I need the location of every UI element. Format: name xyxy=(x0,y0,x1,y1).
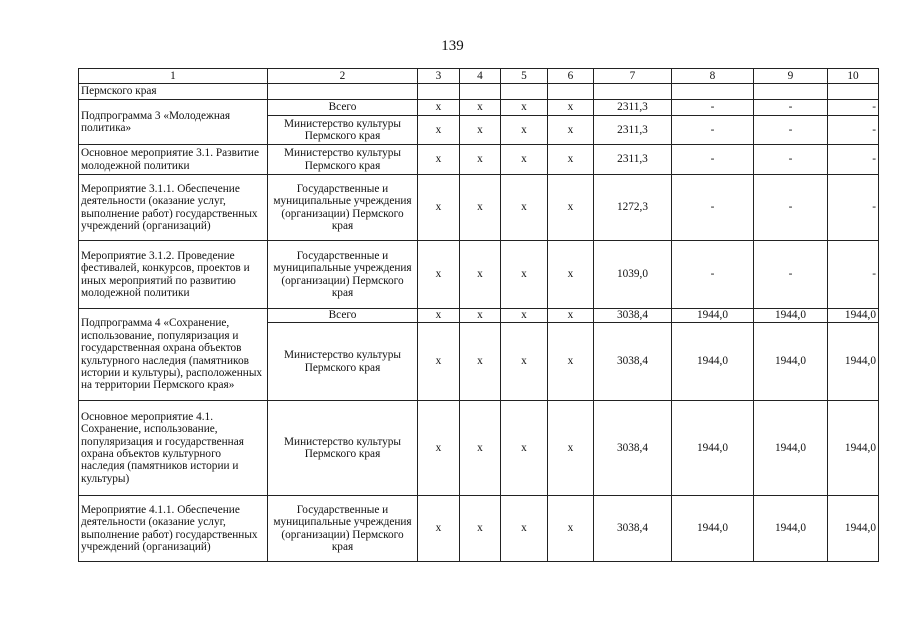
value-cell: x xyxy=(460,496,501,562)
header-col-9: 9 xyxy=(754,69,828,84)
value-cell: x xyxy=(418,241,460,309)
value-cell: x xyxy=(460,401,501,496)
page-number: 139 xyxy=(441,38,464,54)
value-cell: x xyxy=(548,496,594,562)
value-cell: 1944,0 xyxy=(754,496,828,562)
header-col-4: 4 xyxy=(460,69,501,84)
value-cell: x xyxy=(460,309,501,323)
header-col-8: 8 xyxy=(672,69,754,84)
value-cell: - xyxy=(672,241,754,309)
value-cell: 1944,0 xyxy=(672,496,754,562)
value-cell: 1944,0 xyxy=(828,323,879,401)
value-cell: - xyxy=(828,241,879,309)
executor-cell: Министерство культуры Пермского края xyxy=(268,116,418,145)
value-cell: x xyxy=(501,323,548,401)
executor-cell: Министерство культуры Пермского края xyxy=(268,145,418,175)
value-cell: 1944,0 xyxy=(672,401,754,496)
executor-cell: Всего xyxy=(268,100,418,116)
value-cell: 1944,0 xyxy=(754,323,828,401)
value-cell: - xyxy=(828,175,879,241)
value-cell: x xyxy=(418,175,460,241)
value-cell: x xyxy=(501,175,548,241)
value-cell: x xyxy=(460,100,501,116)
value-cell: x xyxy=(501,401,548,496)
value-cell: x xyxy=(460,116,501,145)
header-col-10: 10 xyxy=(828,69,879,84)
row-name: Подпрограмма 3 «Молодежная политика» xyxy=(79,100,268,145)
row-name: Основное мероприятие 4.1. Сохранение, использование, популяризация и государственная охрана объектов культурного наследия (памятников истории и культуры) xyxy=(79,401,268,496)
executor-cell: Государственные и муниципальные учреждения (организации) Пермского края xyxy=(268,496,418,562)
table-row xyxy=(79,496,879,562)
executor-cell: Государственные и муниципальные учреждения (организации) Пермского края xyxy=(268,175,418,241)
value-cell: x xyxy=(548,323,594,401)
value-cell: x xyxy=(548,175,594,241)
value-cell: x xyxy=(548,401,594,496)
budget-table xyxy=(78,68,879,562)
value-cell: x xyxy=(418,309,460,323)
value-cell: - xyxy=(754,175,828,241)
value-cell: - xyxy=(828,100,879,116)
value-cell: x xyxy=(501,309,548,323)
value-cell: x xyxy=(548,116,594,145)
value-cell: x xyxy=(460,145,501,175)
table-row xyxy=(79,401,879,496)
row-name: Мероприятие 3.1.2. Проведение фестивалей, конкурсов, проектов и иных мероприятий по развитию молодежной политики xyxy=(79,241,268,309)
value-cell: x xyxy=(501,496,548,562)
value-cell: x xyxy=(548,100,594,116)
table-row xyxy=(79,309,879,323)
value-cell: 3038,4 xyxy=(594,496,672,562)
executor-cell: Министерство культуры Пермского края xyxy=(268,401,418,496)
row-name: Подпрограмма 4 «Сохранение, использование, популяризация и государственная охрана объектов культурного наследия (памятников истории и культуры), расположенных на территории Пермского края» xyxy=(79,309,268,401)
value-cell: 1272,3 xyxy=(594,175,672,241)
value-cell: x xyxy=(501,116,548,145)
header-col-3: 3 xyxy=(418,69,460,84)
value-cell: 2311,3 xyxy=(594,145,672,175)
value-cell: 3038,4 xyxy=(594,401,672,496)
value-cell: x xyxy=(418,496,460,562)
table-row xyxy=(79,100,879,116)
value-cell: 1944,0 xyxy=(672,309,754,323)
value-cell: 1944,0 xyxy=(754,401,828,496)
value-cell: 2311,3 xyxy=(594,100,672,116)
row-name: Основное мероприятие 3.1. Развитие молодежной политики xyxy=(79,145,268,175)
value-cell: 3038,4 xyxy=(594,309,672,323)
value-cell: 1944,0 xyxy=(828,309,879,323)
value-cell: 1944,0 xyxy=(754,309,828,323)
header-row xyxy=(79,69,879,84)
value-cell: x xyxy=(501,100,548,116)
value-cell: - xyxy=(754,100,828,116)
value-cell: - xyxy=(828,116,879,145)
header-col-5: 5 xyxy=(501,69,548,84)
value-cell: x xyxy=(501,145,548,175)
table-row xyxy=(79,84,879,100)
value-cell: x xyxy=(460,241,501,309)
value-cell: - xyxy=(828,145,879,175)
value-cell: x xyxy=(501,241,548,309)
value-cell: x xyxy=(418,401,460,496)
value-cell: 1944,0 xyxy=(672,323,754,401)
header-col-6: 6 xyxy=(548,69,594,84)
value-cell: - xyxy=(672,116,754,145)
value-cell: 3038,4 xyxy=(594,323,672,401)
value-cell: 1944,0 xyxy=(828,401,879,496)
value-cell: x xyxy=(548,241,594,309)
table-row xyxy=(79,175,879,241)
value-cell: 2311,3 xyxy=(594,116,672,145)
value-cell: x xyxy=(548,309,594,323)
header-col-2: 2 xyxy=(268,69,418,84)
value-cell: - xyxy=(672,100,754,116)
value-cell: - xyxy=(754,145,828,175)
value-cell: - xyxy=(672,175,754,241)
executor-cell: Министерство культуры Пермского края xyxy=(268,323,418,401)
executor-cell: Государственные и муниципальные учреждения (организации) Пермского края xyxy=(268,241,418,309)
value-cell: x xyxy=(460,323,501,401)
header-col-7: 7 xyxy=(594,69,672,84)
value-cell: x xyxy=(460,175,501,241)
value-cell: - xyxy=(754,241,828,309)
header-col-1: 1 xyxy=(79,69,268,84)
table-row xyxy=(79,145,879,175)
value-cell: x xyxy=(548,145,594,175)
value-cell: x xyxy=(418,145,460,175)
row-name: Пермского края xyxy=(79,84,268,100)
row-name: Мероприятие 3.1.1. Обеспечение деятельности (оказание услуг, выполнение работ) государственных учреждений (организаций) xyxy=(79,175,268,241)
value-cell: - xyxy=(754,116,828,145)
table-row xyxy=(79,241,879,309)
executor-cell: Всего xyxy=(268,309,418,323)
value-cell: x xyxy=(418,100,460,116)
value-cell: - xyxy=(672,145,754,175)
row-name: Мероприятие 4.1.1. Обеспечение деятельности (оказание услуг, выполнение работ) государственных учреждений (организаций) xyxy=(79,496,268,562)
value-cell: 1039,0 xyxy=(594,241,672,309)
value-cell: x xyxy=(418,323,460,401)
value-cell: 1944,0 xyxy=(828,496,879,562)
value-cell: x xyxy=(418,116,460,145)
